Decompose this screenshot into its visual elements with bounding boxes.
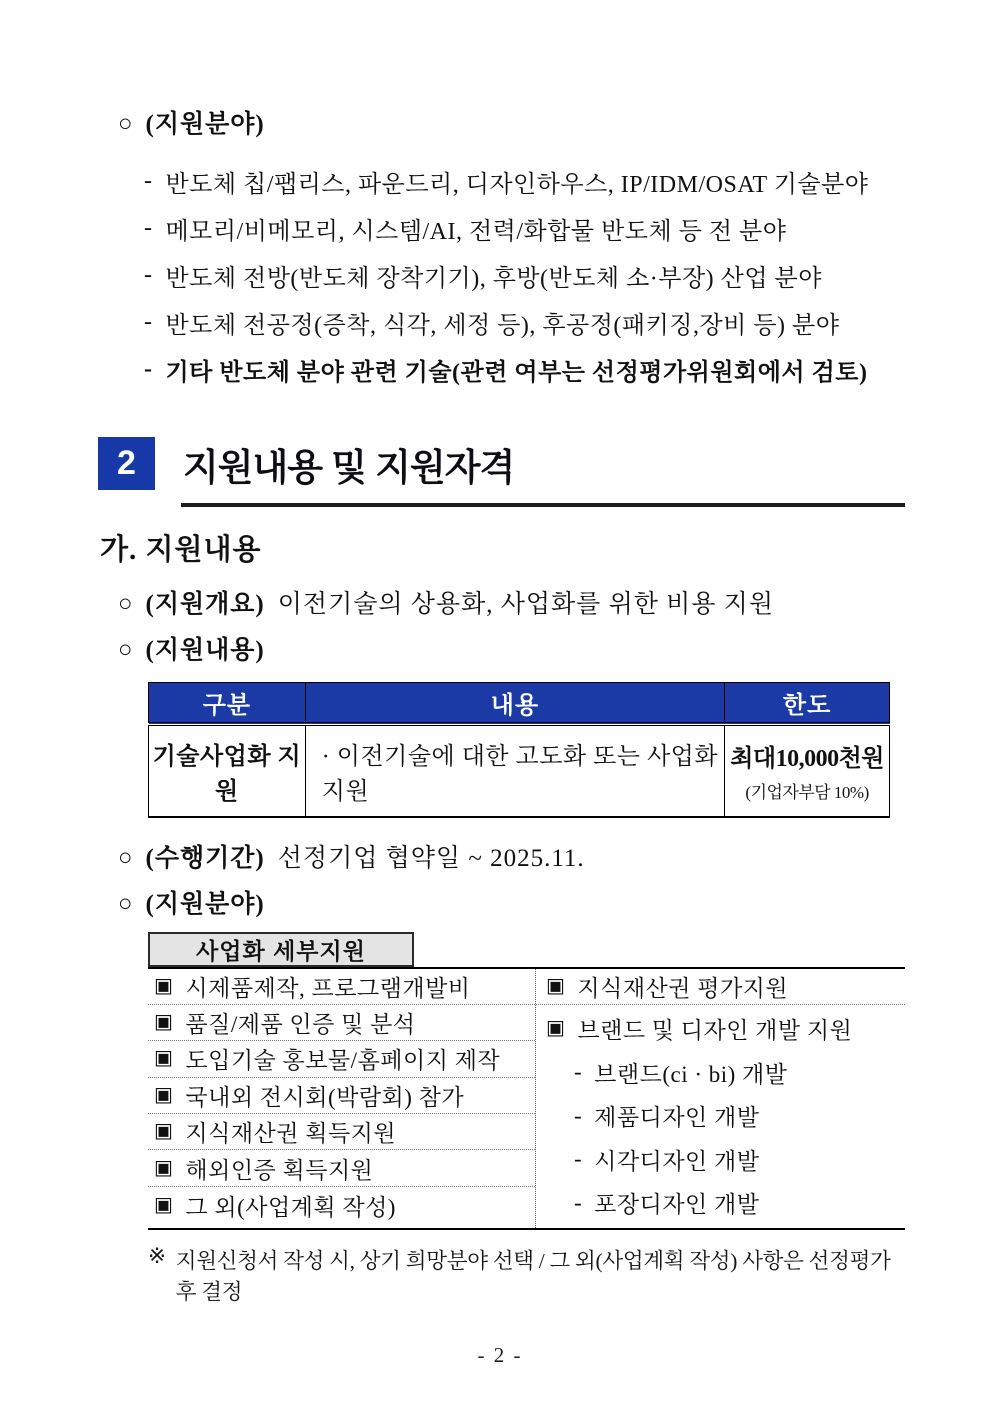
- detail-subitem: [546, 1094, 905, 1138]
- overview-line: [118, 584, 905, 620]
- field-areas-heading: [118, 104, 905, 140]
- list-item-text: 반도체 전방(반도체 장착기기), 후방(반도체 소·부장) 산업 분야: [165, 266, 822, 292]
- checkbox-icon: ▣: [154, 1193, 174, 1216]
- checkbox-icon: ▣: [154, 1011, 174, 1034]
- checkbox-icon: ▣: [154, 1120, 174, 1143]
- brand-design-group: [536, 1005, 905, 1229]
- section-number-badge: 2: [98, 437, 155, 490]
- footnote: [148, 1244, 905, 1306]
- detail-subitem-text: 브랜드(ci · bi) 개발: [594, 1061, 788, 1087]
- dash-icon: -: [574, 1146, 583, 1172]
- dash-icon: -: [144, 168, 153, 194]
- dash-icon: -: [144, 356, 153, 382]
- detail-item: [546, 1007, 905, 1051]
- list-item: [144, 346, 905, 393]
- detail-left-column: [148, 969, 536, 1229]
- checkbox-icon: ▣: [154, 1083, 174, 1106]
- list-item: [144, 299, 905, 346]
- footnote-text: 지원신청서 작성 시, 상기 희망분야 선택 / 그 외(사업계획 작성) 사항은 선정평가 후 결정: [175, 1249, 891, 1305]
- detail-item-text: 지식재산권 획득지원: [185, 1121, 397, 1147]
- detail-item: [148, 1187, 535, 1223]
- list-item-text: 반도체 전공정(증착, 식각, 세정 등), 후공정(패키징,장비 등) 분야: [165, 313, 840, 339]
- support-table-row: [149, 724, 890, 817]
- list-item-text: 기타 반도체 분야 관련 기술(관련 여부는 선정평가위원회에서 검토): [165, 360, 868, 386]
- detail-item-text: 품질/제품 인증 및 분석: [185, 1012, 416, 1038]
- category-cell: 기술사업화 지원: [149, 724, 306, 817]
- content-heading-line: [118, 630, 905, 666]
- detail-item: [148, 969, 535, 1005]
- limit-cell: [725, 724, 890, 817]
- content-heading-label: (지원내용): [145, 637, 265, 664]
- column-header-category: 구분: [149, 683, 306, 724]
- support-table-header-row: [149, 683, 890, 724]
- detail-subitem-text: 제품디자인 개발: [594, 1105, 760, 1131]
- section-title: 지원내용 및 지원자격: [183, 447, 515, 488]
- section-2-header: [98, 437, 905, 507]
- page-number: - 2 -: [477, 1343, 523, 1367]
- checkbox-icon: ▣: [546, 974, 566, 997]
- circle-bullet-icon: ○: [118, 844, 133, 871]
- section-title-underline: [181, 437, 905, 507]
- list-item: [144, 205, 905, 252]
- dash-icon: -: [574, 1189, 583, 1215]
- detail-item-text: 지식재산권 평가지원: [577, 975, 789, 1001]
- detail-subitem-text: 포장디자인 개발: [594, 1192, 760, 1218]
- checkbox-icon: ▣: [154, 1047, 174, 1070]
- period-line: [118, 838, 905, 874]
- detail-right-column: [536, 969, 905, 1229]
- circle-bullet-icon: ○: [118, 890, 133, 917]
- column-header-limit: 한도: [725, 683, 890, 724]
- field-line: [118, 884, 905, 920]
- period-label: (수행기간): [145, 844, 265, 872]
- list-item-text: 반도체 칩/팹리스, 파운드리, 디자인하우스, IP/IDM/OSAT 기술분야: [165, 172, 869, 198]
- detail-item-text: 국내외 전시회(박람회) 참가: [185, 1084, 465, 1110]
- description-cell: · 이전기술에 대한 고도화 또는 사업화 지원: [305, 724, 724, 817]
- column-header-description: 내용: [305, 683, 724, 724]
- list-item: [144, 252, 905, 299]
- detail-item-text: 해외인증 획득지원: [185, 1157, 374, 1183]
- circle-bullet-icon: ○: [118, 111, 133, 137]
- checkbox-icon: ▣: [154, 974, 174, 997]
- detail-item-text: 브랜드 및 디자인 개발 지원: [577, 1018, 853, 1044]
- detail-item: [148, 1150, 535, 1186]
- detail-subitem: [546, 1181, 905, 1225]
- dash-icon: -: [144, 262, 153, 288]
- overview-text: 이전기술의 상용화, 사업화를 위한 비용 지원: [277, 591, 774, 618]
- detail-item: [536, 969, 905, 1005]
- detail-subitem: [546, 1137, 905, 1181]
- detail-item-text: 그 외(사업계획 작성): [185, 1194, 396, 1220]
- detail-item-text: 시제품제작, 프로그램개발비: [185, 975, 471, 1001]
- limit-amount: 최대10,000천원: [730, 746, 884, 772]
- checkbox-icon: ▣: [546, 1017, 566, 1040]
- field-label: (지원분야): [145, 890, 265, 918]
- list-item-text: 메모리/비메모리, 시스템/AI, 전력/화합물 반도체 등 전 분야: [165, 219, 787, 245]
- dash-icon: -: [144, 215, 153, 241]
- period-text: 선정기업 협약일 ~ 2025.11.: [277, 844, 585, 872]
- circle-bullet-icon: ○: [118, 591, 133, 617]
- field-areas-list: [144, 158, 905, 393]
- overview-label: (지원개요): [145, 591, 265, 618]
- detail-support-box-title: 사업화 세부지원: [148, 932, 414, 967]
- field-areas-label: (지원분야): [145, 111, 265, 138]
- detail-item-text: 도입기술 홍보물/홈페이지 제작: [185, 1048, 501, 1074]
- dash-icon: -: [574, 1059, 583, 1085]
- limit-company-share: (기업자부담 10%): [745, 783, 869, 802]
- detail-item: [148, 1114, 535, 1150]
- checkbox-icon: ▣: [154, 1156, 174, 1179]
- detail-support-table: [148, 967, 905, 1231]
- detail-subitem: [546, 1050, 905, 1094]
- detail-item: [148, 1078, 535, 1114]
- circle-bullet-icon: ○: [118, 637, 133, 663]
- support-table: [148, 682, 890, 818]
- detail-subitem-text: 시각디자인 개발: [594, 1148, 760, 1174]
- note-icon: ※: [148, 1244, 166, 1269]
- dash-icon: -: [144, 309, 153, 335]
- dash-icon: -: [574, 1102, 583, 1128]
- detail-item: [148, 1041, 535, 1077]
- subsection-heading: 가. 지원내용: [100, 534, 262, 566]
- list-item: [144, 158, 905, 205]
- detail-item: [148, 1005, 535, 1041]
